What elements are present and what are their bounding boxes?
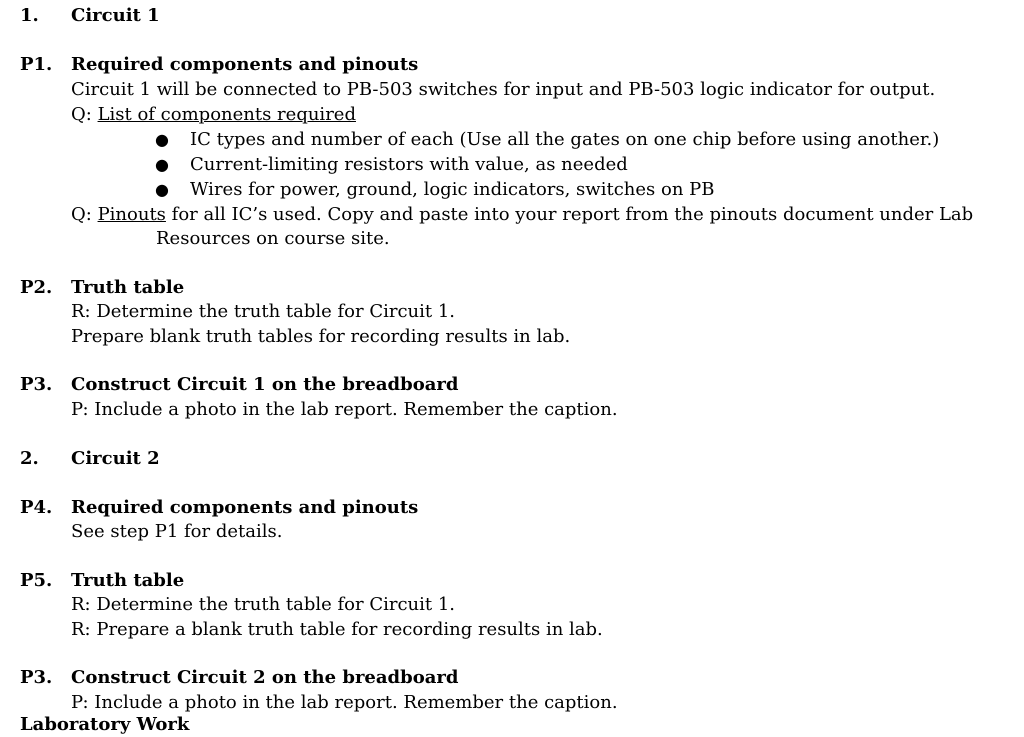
next-section-heading: Laboratory Work <box>20 714 190 735</box>
section-2-number: 2. <box>20 448 39 469</box>
p2-line-2: Prepare blank truth tables for recording results in lab. <box>71 326 571 347</box>
p3-number: P3. <box>20 374 53 395</box>
p1-description: Circuit 1 will be connected to PB-503 switches for input and PB-503 logic indicator for output. <box>71 79 936 100</box>
p1-title: Required components and pinouts <box>71 54 419 75</box>
p1-number: P1. <box>20 54 53 75</box>
bullet-item: Current-limiting resistors with value, as needed <box>190 154 628 175</box>
p2-line-1: R: Determine the truth table for Circuit 1. <box>71 301 456 322</box>
p4-line-1: See step P1 for details. <box>71 521 283 542</box>
p3-title: Construct Circuit 1 on the breadboard <box>71 374 459 395</box>
pinouts-text: for all IC’s used. Copy and paste into your report from the pinouts document under Lab <box>171 204 974 225</box>
p5-title: Truth table <box>71 570 185 591</box>
bullet-dot: ● <box>155 130 169 149</box>
section-1-number: 1. <box>20 5 39 26</box>
p3b-number: P3. <box>20 667 53 688</box>
p2-number: P2. <box>20 277 53 298</box>
p3b-title: Construct Circuit 2 on the breadboard <box>71 667 459 688</box>
bullet-item: IC types and number of each (Use all the gates on one chip before using another.) <box>190 129 940 150</box>
p4-number: P4. <box>20 497 53 518</box>
bullet-dot: ● <box>155 155 169 174</box>
p3b-line-1: P: Include a photo in the lab report. Remember the caption. <box>71 692 618 713</box>
section-2-title: Circuit 2 <box>71 448 160 469</box>
q-prefix: Q: <box>71 104 92 125</box>
bullet-dot: ● <box>155 180 169 199</box>
p4-title: Required components and pinouts <box>71 497 419 518</box>
q-prefix: Q: <box>71 204 92 225</box>
p1-question-pinouts <box>71 203 973 227</box>
p5-number: P5. <box>20 570 53 591</box>
p5-line-1: R: Determine the truth table for Circuit 1. <box>71 594 456 615</box>
components-list-label: List of components required <box>97 104 356 125</box>
pinouts-continuation: Resources on course site. <box>156 228 390 249</box>
bullet-item: Wires for power, ground, logic indicators, switches on PB <box>190 179 715 200</box>
p5-line-2: R: Prepare a blank truth table for recording results in lab. <box>71 619 603 640</box>
pinouts-label: Pinouts <box>97 204 166 225</box>
section-1-title: Circuit 1 <box>71 5 160 26</box>
p1-question-components <box>71 103 356 127</box>
p3-line-1: P: Include a photo in the lab report. Remember the caption. <box>71 399 618 420</box>
p2-title: Truth table <box>71 277 185 298</box>
